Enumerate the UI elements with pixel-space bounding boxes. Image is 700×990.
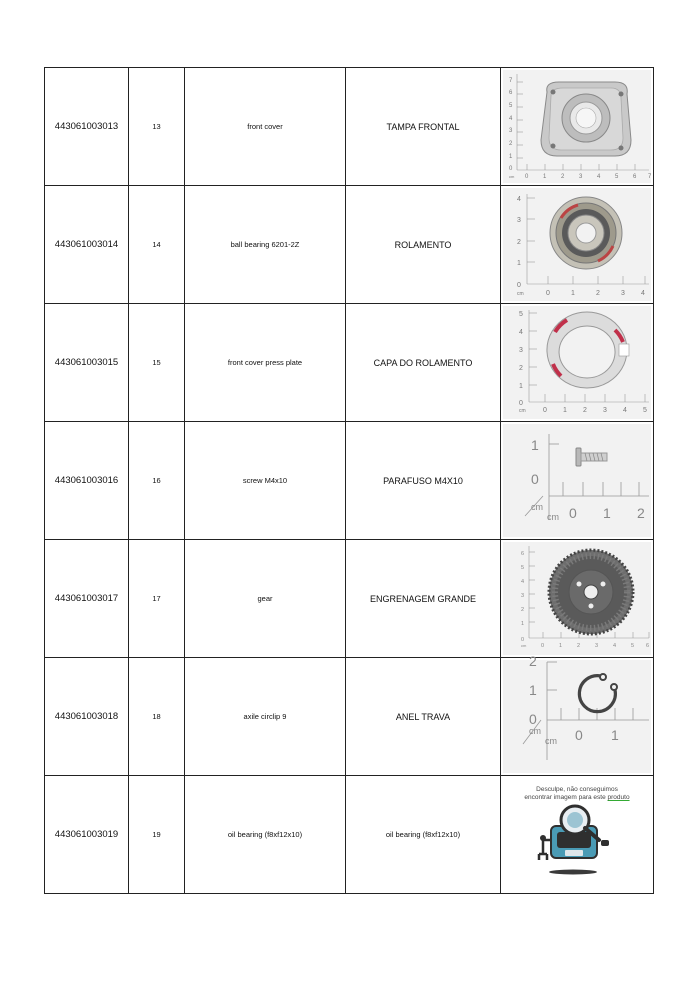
x-tick-label: 3 [579,174,583,180]
part-image-cell [501,540,654,658]
part-image-cell [501,304,654,422]
y-tick-label: 7 [509,78,513,84]
x-tick-label: 4 [641,290,645,297]
y-tick-label: 4 [521,579,525,585]
y-tick-label: 2 [521,607,525,613]
part-name-portuguese: PARAFUSO M4X10 [346,422,501,540]
no-image-line-2b: produto [607,794,630,801]
front-cover-photo [503,70,651,183]
y-tick-label: 5 [519,311,523,318]
part-name-portuguese: oil bearing (f8xf12x10) [346,776,501,894]
x-tick-label: 4 [623,407,627,414]
position-number: 14 [129,186,185,304]
position-number: 16 [129,422,185,540]
x-tick-label: 2 [596,290,600,297]
part-name-portuguese: ENGRENAGEM GRANDE [346,540,501,658]
part-image-cell [501,422,654,540]
x-tick-label: 1 [563,407,567,414]
y-tick-label: 1 [519,383,523,390]
position-number: 15 [129,304,185,422]
position-number: 19 [129,776,185,894]
x-tick-label: 4 [613,643,617,649]
x-tick-label: 2 [577,643,581,649]
table-row [45,658,654,776]
x-tick-label: 3 [603,407,607,414]
screw-photo [503,424,651,537]
x-tick-label: 2 [561,174,565,180]
x-tick-label: 7 [648,174,652,180]
x-tick-label: 0 [525,174,529,180]
x-tick-label: 3 [595,643,599,649]
y-tick-label: 4 [519,329,523,336]
unit-label: cm [547,512,559,522]
y-tick-label: 0 [531,471,539,487]
part-name-english: gear [185,540,346,658]
table-row [45,540,654,658]
part-code: 443061003013 [45,68,129,186]
table-row [45,776,654,894]
y-tick-label: 6 [521,551,525,557]
gear-photo [503,542,651,655]
part-name-english: front cover press plate [185,304,346,422]
y-tick-label: 3 [519,347,523,354]
x-tick-label: 3 [621,290,625,297]
x-tick-label: 2 [583,407,587,414]
no-image-placeholder [503,778,651,891]
y-tick-label: 0 [509,166,513,172]
part-code: 443061003017 [45,540,129,658]
table-row [45,304,654,422]
x-tick-label: 0 [575,727,583,743]
unit-label: cm [517,291,524,297]
no-image-line-2 [503,794,651,802]
y-tick-label: 2 [517,239,521,246]
y-tick-label: 1 [509,154,513,160]
x-tick-label: 2 [637,505,645,521]
ball-bearing-photo [503,188,651,301]
y-tick-label: 0 [521,637,525,643]
part-name-portuguese: ROLAMENTO [346,186,501,304]
x-tick-label: 0 [546,290,550,297]
part-code: 443061003018 [45,658,129,776]
position-number: 17 [129,540,185,658]
y-tick-label: 3 [509,128,513,134]
x-tick-label: 5 [643,407,647,414]
position-number: 13 [129,68,185,186]
part-image-cell [501,653,654,776]
part-name-english: oil bearing (f8xf12x10) [185,776,346,894]
press-plate-photo [503,306,651,419]
part-code: 443061003015 [45,304,129,422]
y-tick-label: 6 [509,90,513,96]
x-tick-label: 1 [559,643,563,649]
unit-label: cm [521,643,527,648]
y-tick-label: 2 [519,365,523,372]
table-row [45,186,654,304]
y-tick-label: 4 [509,116,513,122]
unit-label: cm [545,736,557,746]
x-tick-label: 1 [611,727,619,743]
part-image-cell [501,776,654,894]
part-name-english: screw M4x10 [185,422,346,540]
part-name-english: front cover [185,68,346,186]
x-tick-label: 0 [543,407,547,414]
no-image-message [503,786,651,802]
part-image-cell [501,68,654,186]
y-tick-label: 1 [517,260,521,267]
x-tick-label: 1 [603,505,611,521]
unit-label: cm [519,408,526,414]
x-tick-label: 6 [633,174,637,180]
y-tick-label: 0 [519,400,523,407]
y-tick-label: 3 [521,593,525,599]
x-tick-label: 6 [646,643,650,649]
unit-label: cm [531,502,543,512]
part-code: 443061003014 [45,186,129,304]
unit-label: cm [529,726,541,736]
x-tick-label: 0 [541,643,545,649]
part-name-portuguese: TAMPA FRONTAL [346,68,501,186]
no-image-line-1: Desculpe, não conseguimos [536,786,618,793]
position-number: 18 [129,658,185,776]
part-image-cell [501,186,654,304]
part-code: 443061003016 [45,422,129,540]
y-tick-label: 3 [517,217,521,224]
x-tick-label: 4 [597,174,601,180]
y-tick-label: 1 [529,682,537,698]
part-name-portuguese: CAPA DO ROLAMENTO [346,304,501,422]
unit-label: cm [509,174,515,179]
x-tick-label: 1 [543,174,547,180]
y-tick-label: 2 [509,141,513,147]
part-name-portuguese: ANEL TRAVA [346,658,501,776]
part-name-english: axile circlip 9 [185,658,346,776]
y-tick-label: 1 [531,437,539,453]
y-tick-label: 5 [521,565,525,571]
part-code: 443061003019 [45,776,129,894]
y-tick-label: 5 [509,103,513,109]
y-tick-label: 0 [529,711,537,727]
x-tick-label: 1 [571,290,575,297]
parts-table [44,67,654,894]
x-tick-label: 5 [631,643,635,649]
circlip-photo [503,653,651,773]
part-name-english: ball bearing 6201-2Z [185,186,346,304]
x-tick-label: 0 [569,505,577,521]
table-row [45,68,654,186]
y-tick-label: 2 [529,653,537,669]
no-image-line-2a: encontrar imagem para este [524,794,608,801]
y-tick-label: 1 [521,621,525,627]
table-row [45,422,654,540]
y-tick-label: 4 [517,196,521,203]
x-tick-label: 5 [615,174,619,180]
y-tick-label: 0 [517,282,521,289]
